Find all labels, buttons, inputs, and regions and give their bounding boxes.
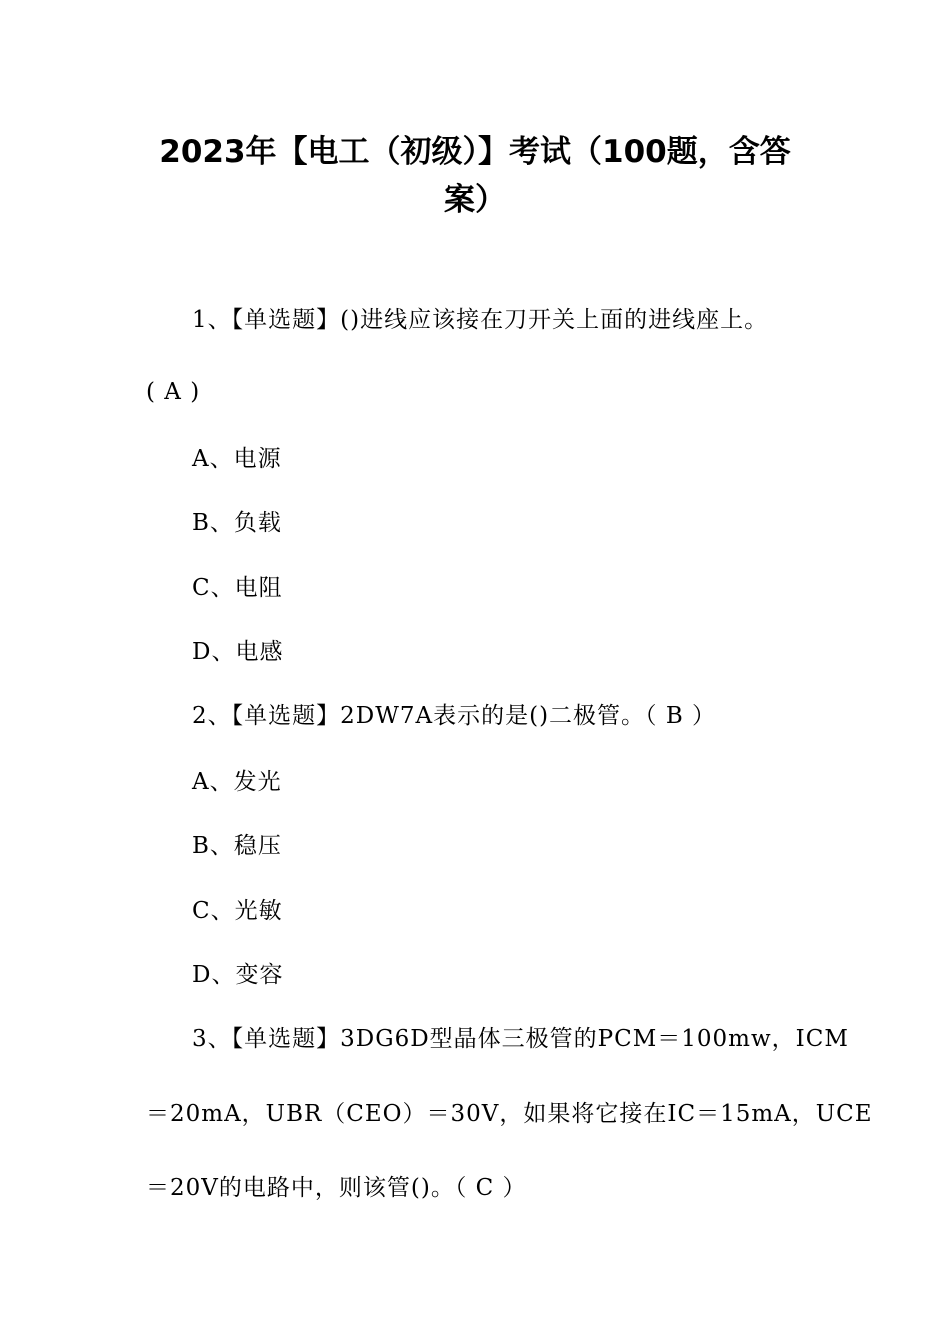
question-1-option-c: C、电阻 [192,575,283,601]
question-1-option-b: B、负载 [192,510,282,536]
question-1-option-a: A、电源 [192,446,282,472]
question-3-stem-line-1: 3、【单选题】3DG6D型晶体三极管的PCM＝100mw，ICM [192,1026,849,1052]
question-2-option-c: C、光敏 [192,898,283,924]
question-1-stem: 1、【单选题】()进线应该接在刀开关上面的进线座上。 [192,307,769,333]
question-3-stem-line-3: ＝20V的电路中，则该管()。（ C ） [146,1175,527,1201]
document-title-line-1: 2023年【电工（初级）】考试（100题，含答 [159,134,791,170]
question-1-option-d: D、电感 [192,639,284,665]
question-1-answer: ( A ) [146,379,201,405]
question-2-option-b: B、稳压 [192,833,282,859]
document-title-line-2: 案） [444,182,506,218]
question-2-option-d: D、变容 [192,962,284,988]
question-2-option-a: A、发光 [192,769,282,795]
question-3-stem-line-2: ＝20mA，UBR（CEO）＝30V，如果将它接在IC＝15mA，UCE [146,1101,873,1127]
question-2-stem: 2、【单选题】2DW7A表示的是()二极管。（ B ） [192,703,717,729]
